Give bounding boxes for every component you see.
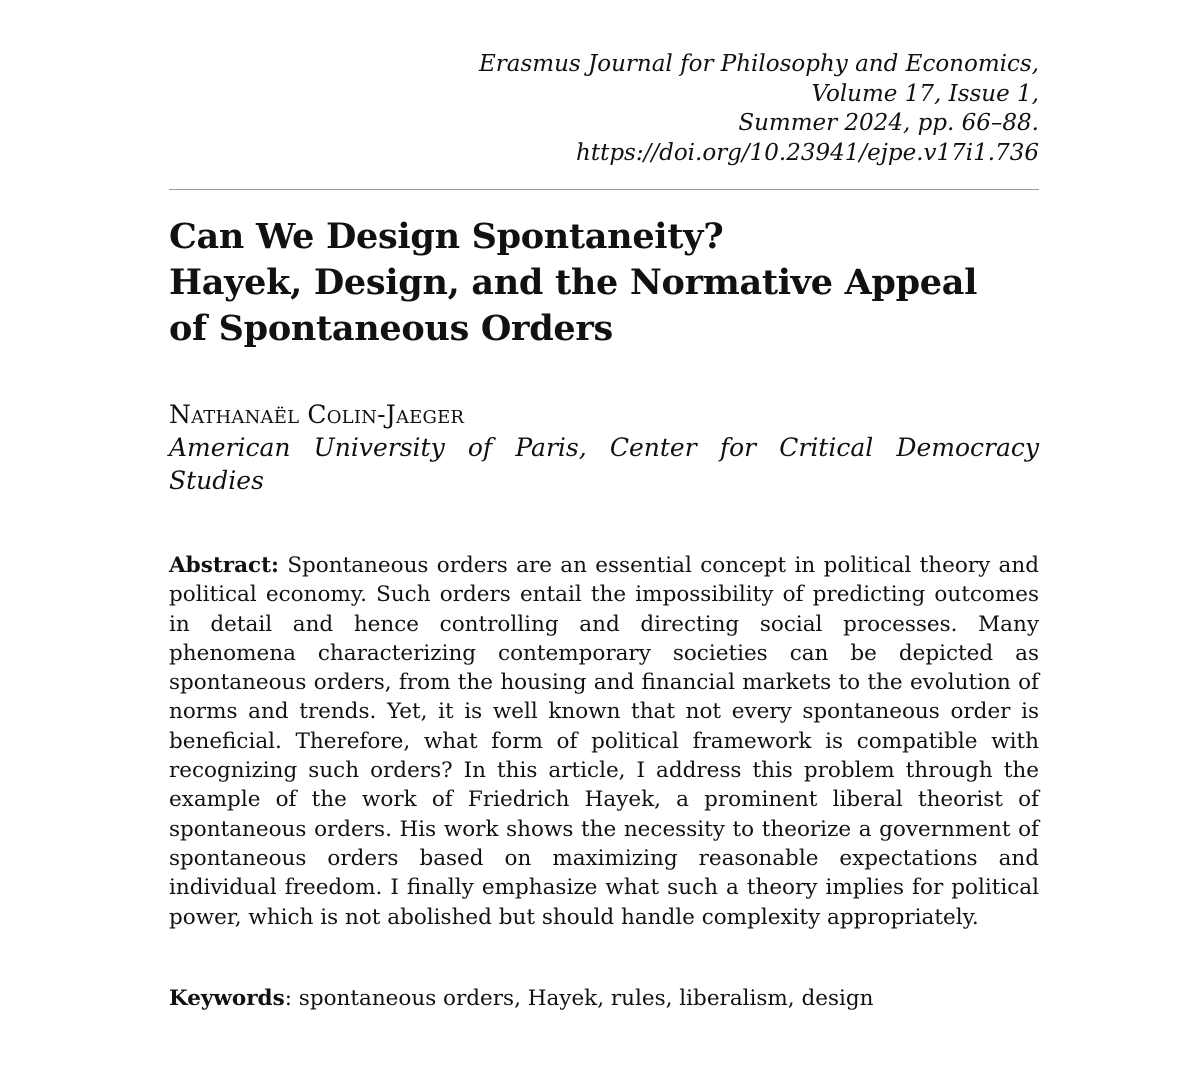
title-line-3: of Spontaneous Orders (169, 308, 613, 349)
journal-volume: Volume 17, Issue 1, (811, 80, 1039, 107)
article-title (169, 214, 1039, 352)
journal-date-pages: Summer 2024, pp. 66–88. (738, 110, 1039, 136)
author-affiliation: American University of Paris, Center for Critical Democracy Studies (169, 433, 1039, 495)
journal-name: Erasmus Journal for Philosophy and Economics, (478, 51, 1039, 77)
journal-header (169, 50, 1039, 168)
abstract-text: Spontaneous orders are an essential concept in political theory and political economy. Such orders entail the impossibility of predicting outcomes in detail and hence controlling and directing social processes. Many phenomena characterizing contemporary societies can be depicted as spontaneous orders, from the housing and financial markets to the evolution of norms and trends. Yet, it is well known that not every spontaneous order is beneficial. Therefore, what form of political framework is compatible with recognizing such orders? In this article, I address this problem through the example of the work of Friedrich Hayek, a prominent liberal theorist of spontaneous orders. His work shows the necessity to theorize a government of spontaneous orders based on maximizing reasonable expectations and individual freedom. I finally emphasize what such a theory implies for political power, which is not abolished but should handle complexity appropriately. (169, 553, 1039, 930)
doi-link[interactable]: https://doi.org/10.23941/ejpe.v17i1.736 (576, 139, 1039, 166)
title-line-2: Hayek, Design, and the Normative Appeal (169, 262, 978, 303)
author-block (169, 399, 1039, 497)
keywords-label: Keywords (169, 985, 285, 1011)
abstract (169, 551, 1039, 932)
author-name: Nathanaël Colin-Jaeger (169, 400, 465, 429)
abstract-label: Abstract: (169, 553, 279, 578)
keywords: Keywords: spontaneous orders, Hayek, rules, liberalism, design (169, 985, 874, 1011)
article-first-page (169, 40, 1039, 1013)
title-line-1: Can We Design Spontaneity? (169, 216, 724, 257)
keywords-text: spontaneous orders, Hayek, rules, liberalism, design (298, 985, 874, 1011)
header-divider (169, 189, 1039, 190)
